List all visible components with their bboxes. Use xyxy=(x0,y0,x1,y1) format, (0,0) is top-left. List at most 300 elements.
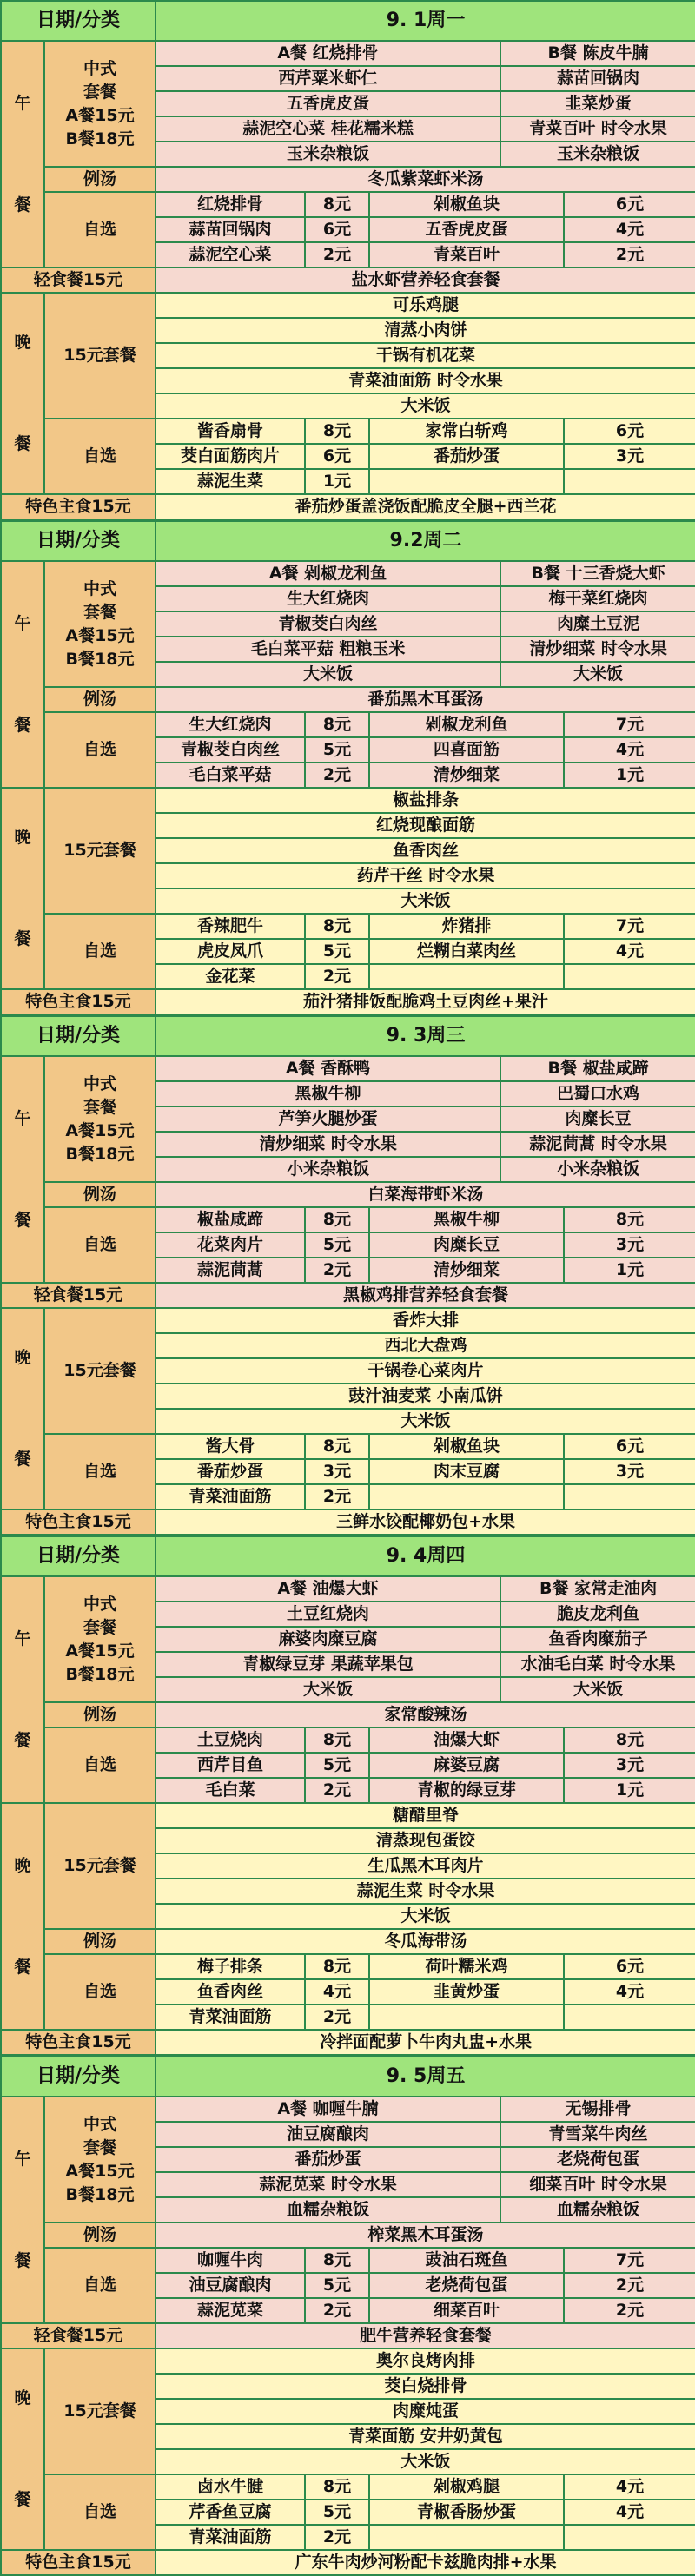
self-dish: 酱香扇骨 xyxy=(156,419,305,444)
set-a-dish: 生大红烧肉 xyxy=(156,586,500,611)
self-price: 8元 xyxy=(305,1954,369,1979)
set-b-dish: 青菜百叶 时令水果 xyxy=(500,116,695,142)
self-price: 4元 xyxy=(564,737,695,763)
self-select-label: 自选 xyxy=(44,1207,156,1283)
lunch-label-char: 午 xyxy=(14,613,31,633)
self-price xyxy=(564,2005,695,2030)
soup-of-day: 番茄黑木耳蛋汤 xyxy=(156,687,695,712)
lunch-label xyxy=(1,2097,44,2323)
day-table xyxy=(0,1536,695,2056)
self-price: 3元 xyxy=(564,1232,695,1258)
self-price: 2元 xyxy=(564,2273,695,2298)
self-dish: 蒜泥茼蒿 xyxy=(156,1258,305,1283)
dinner-set-dish: 可乐鸡腿 xyxy=(156,293,695,318)
self-price: 7元 xyxy=(564,2248,695,2273)
set-label-line: B餐18元 xyxy=(65,1144,135,1164)
set-b-dish: 大米饭 xyxy=(500,662,695,687)
dinner-set-dish: 干锅有机花菜 xyxy=(156,343,695,368)
set-a-dish: A餐 油爆大虾 xyxy=(156,1576,500,1602)
self-dish: 红烧排骨 xyxy=(156,192,305,217)
self-price: 5元 xyxy=(305,737,369,763)
self-price xyxy=(564,2525,695,2550)
set15-label: 15元套餐 xyxy=(44,1803,156,1929)
special-staple-label: 特色主食15元 xyxy=(1,494,156,519)
set-a-dish: 小米杂粮饭 xyxy=(156,1157,500,1182)
dinner-label-char: 餐 xyxy=(14,929,31,948)
light-meal: 黑椒鸡排营养轻食套餐 xyxy=(156,1283,695,1308)
set-b-dish: 老烧荷包蛋 xyxy=(500,2147,695,2172)
special-staple: 冷拌面配萝卜牛肉丸盅+水果 xyxy=(156,2030,695,2055)
set-a-dish: 麻婆肉糜豆腐 xyxy=(156,1627,500,1652)
set-label-line: 套餐 xyxy=(83,2137,117,2157)
self-dish: 老烧荷包蛋 xyxy=(369,2273,564,2298)
self-dish: 细菜百叶 xyxy=(369,2298,564,2323)
set-b-dish: 无锡排骨 xyxy=(500,2097,695,2122)
dinner-set-dish: 椒盐排条 xyxy=(156,788,695,813)
self-dish: 青椒茭白肉丝 xyxy=(156,737,305,763)
self-dish: 花菜肉片 xyxy=(156,1232,305,1258)
set-label-line: A餐15元 xyxy=(65,105,135,125)
self-select-label: 自选 xyxy=(44,2474,156,2550)
self-price: 8元 xyxy=(564,1727,695,1753)
dinner-label-char: 餐 xyxy=(14,1957,31,1977)
light-meal: 肥牛营养轻食套餐 xyxy=(156,2323,695,2348)
set-label-line: 套餐 xyxy=(83,1617,117,1637)
self-price xyxy=(564,1484,695,1509)
set-a-dish: 大米饭 xyxy=(156,662,500,687)
self-dish: 四喜面筋 xyxy=(369,737,564,763)
self-dish: 青椒香肠炒蛋 xyxy=(369,2500,564,2525)
set-label-line: 中式 xyxy=(83,578,117,598)
self-dish xyxy=(369,1484,564,1509)
self-price: 4元 xyxy=(564,1979,695,2005)
self-dish: 番茄炒蛋 xyxy=(156,1459,305,1484)
lunch-label xyxy=(1,1576,44,1803)
dinner-set-dish: 香炸大排 xyxy=(156,1308,695,1333)
self-price: 4元 xyxy=(305,1979,369,2005)
special-staple-label: 特色主食15元 xyxy=(1,989,156,1014)
self-price: 8元 xyxy=(305,419,369,444)
set-a-dish: 五香虎皮蛋 xyxy=(156,91,500,116)
self-price: 3元 xyxy=(564,1459,695,1484)
self-dish: 油爆大虾 xyxy=(369,1727,564,1753)
set-a-dish: A餐 咖喱牛腩 xyxy=(156,2097,500,2122)
set-a-dish: 黑椒牛柳 xyxy=(156,1081,500,1106)
set-a-dish: A餐 红烧排骨 xyxy=(156,41,500,66)
dinner-label-char: 晚 xyxy=(14,2388,31,2408)
dinner-set-dish: 生瓜黑木耳肉片 xyxy=(156,1853,695,1879)
self-dish xyxy=(369,2525,564,2550)
dinner-set-dish: 西北大盘鸡 xyxy=(156,1333,695,1358)
set-b-dish: 梅干菜红烧肉 xyxy=(500,586,695,611)
self-price: 4元 xyxy=(564,2500,695,2525)
self-dish: 炸猪排 xyxy=(369,914,564,939)
dinner-set-dish: 鱼香肉丝 xyxy=(156,838,695,863)
self-price: 1元 xyxy=(564,763,695,788)
self-dish: 蒜泥空心菜 xyxy=(156,242,305,268)
self-price: 2元 xyxy=(305,1258,369,1283)
self-price: 8元 xyxy=(305,1207,369,1232)
self-price: 2元 xyxy=(305,2005,369,2030)
set-b-dish: 脆皮龙利鱼 xyxy=(500,1602,695,1627)
lunch-label-char: 餐 xyxy=(14,715,31,735)
self-price: 8元 xyxy=(305,1727,369,1753)
self-dish: 荷叶糯米鸡 xyxy=(369,1954,564,1979)
self-price: 6元 xyxy=(305,444,369,469)
self-price: 2元 xyxy=(305,964,369,989)
set-label-line: A餐15元 xyxy=(65,1641,135,1661)
self-price: 2元 xyxy=(305,763,369,788)
set-label-line: B餐18元 xyxy=(65,129,135,149)
self-price xyxy=(564,469,695,494)
dinner-label xyxy=(1,2348,44,2550)
set-a-dish: 血糯杂粮饭 xyxy=(156,2197,500,2223)
set-label-line: 中式 xyxy=(83,1594,117,1614)
set-b-dish: 血糯杂粮饭 xyxy=(500,2197,695,2223)
set-b-dish: 清炒细菜 时令水果 xyxy=(500,637,695,662)
self-dish: 黑椒牛柳 xyxy=(369,1207,564,1232)
self-dish: 清炒细菜 xyxy=(369,1258,564,1283)
self-dish: 毛白菜 xyxy=(156,1778,305,1803)
lunch-label-char: 午 xyxy=(14,93,31,113)
self-dish: 韭黄炒蛋 xyxy=(369,1979,564,2005)
self-price: 8元 xyxy=(305,2248,369,2273)
dinner-set-dish: 大米饭 xyxy=(156,2449,695,2474)
set-a-dish: 青椒茭白肉丝 xyxy=(156,611,500,637)
set15-label: 15元套餐 xyxy=(44,2348,156,2474)
chinese-set-label xyxy=(44,41,156,167)
dinner-label-char: 餐 xyxy=(14,2490,31,2509)
self-price: 2元 xyxy=(564,2298,695,2323)
set-b-dish: 鱼香肉糜茄子 xyxy=(500,1627,695,1652)
self-dish: 番茄炒蛋 xyxy=(369,444,564,469)
day-date: 9. 5周五 xyxy=(156,2057,695,2097)
light-meal-label: 轻食餐15元 xyxy=(1,2323,156,2348)
dinner-label-char: 晚 xyxy=(14,828,31,847)
dinner-label-char: 晚 xyxy=(14,1855,31,1875)
self-dish: 鱼香肉丝 xyxy=(156,1979,305,2005)
soup-of-day: 白菜海带虾米汤 xyxy=(156,1182,695,1207)
self-price: 8元 xyxy=(305,1434,369,1459)
set-a-dish: 玉米杂粮饭 xyxy=(156,142,500,167)
self-price: 4元 xyxy=(564,2474,695,2500)
set-b-dish: 小米杂粮饭 xyxy=(500,1157,695,1182)
self-select-label: 自选 xyxy=(44,914,156,989)
dinner-set-dish: 清蒸现包蛋饺 xyxy=(156,1828,695,1853)
self-dish: 椒盐咸蹄 xyxy=(156,1207,305,1232)
set-a-dish: 番茄炒蛋 xyxy=(156,2147,500,2172)
dinner-set-dish: 蒜泥生菜 时令水果 xyxy=(156,1879,695,1904)
self-select-label: 自选 xyxy=(44,1954,156,2030)
self-dish: 金花菜 xyxy=(156,964,305,989)
self-select-label: 自选 xyxy=(44,419,156,494)
set-a-dish: 青椒绿豆芽 果蔬苹果包 xyxy=(156,1652,500,1677)
self-dish: 芹香鱼豆腐 xyxy=(156,2500,305,2525)
self-price: 2元 xyxy=(305,1778,369,1803)
self-price: 2元 xyxy=(564,242,695,268)
special-staple: 广东牛肉炒河粉配卡兹脆肉排+水果 xyxy=(156,2550,695,2575)
dinner-set-dish: 干锅卷心菜肉片 xyxy=(156,1358,695,1384)
day-date: 9. 4周四 xyxy=(156,1536,695,1576)
set-label-line: B餐18元 xyxy=(65,649,135,669)
lunch-label-char: 餐 xyxy=(14,195,31,215)
set-b-dish: 青雪菜牛肉丝 xyxy=(500,2122,695,2147)
dinner-set-dish: 豉汁油麦菜 小南瓜饼 xyxy=(156,1384,695,1409)
self-dish: 油豆腐酿肉 xyxy=(156,2273,305,2298)
self-price: 5元 xyxy=(305,1753,369,1778)
dinner-set-dish: 糖醋里脊 xyxy=(156,1803,695,1828)
self-dish: 蒜泥苋菜 xyxy=(156,2298,305,2323)
set-b-dish: B餐 陈皮牛腩 xyxy=(500,41,695,66)
dinner-set-dish: 大米饭 xyxy=(156,1904,695,1929)
self-dish: 咖喱牛肉 xyxy=(156,2248,305,2273)
chinese-set-label xyxy=(44,561,156,687)
self-dish: 清炒细菜 xyxy=(369,763,564,788)
soup-label: 例汤 xyxy=(44,2223,156,2248)
soup-of-day: 冬瓜紫菜虾米汤 xyxy=(156,167,695,192)
special-staple: 三鲜水饺配椰奶包+水果 xyxy=(156,1509,695,1535)
set15-label: 15元套餐 xyxy=(44,293,156,419)
self-select-label: 自选 xyxy=(44,1434,156,1509)
soup-label: 例汤 xyxy=(44,1702,156,1727)
self-price: 7元 xyxy=(564,712,695,737)
dinner-label-char: 餐 xyxy=(14,434,31,453)
dinner-label-char: 晚 xyxy=(14,333,31,352)
self-price: 4元 xyxy=(564,939,695,964)
self-dish: 剁椒龙利鱼 xyxy=(369,712,564,737)
special-staple-label: 特色主食15元 xyxy=(1,1509,156,1535)
self-dish: 香辣肥牛 xyxy=(156,914,305,939)
self-select-label: 自选 xyxy=(44,192,156,268)
self-price: 1元 xyxy=(564,1258,695,1283)
set-b-dish: B餐 十三香烧大虾 xyxy=(500,561,695,586)
self-dish: 豉油石斑鱼 xyxy=(369,2248,564,2273)
set-label-line: B餐18元 xyxy=(65,1664,135,1684)
self-dish xyxy=(369,2005,564,2030)
soup-label: 例汤 xyxy=(44,167,156,192)
dinner-set-dish: 大米饭 xyxy=(156,888,695,914)
set-a-dish: 毛白菜平菇 粗粮玉米 xyxy=(156,637,500,662)
self-dish: 生大红烧肉 xyxy=(156,712,305,737)
lunch-label-char: 餐 xyxy=(14,1730,31,1750)
dinner-set-dish: 清蒸小肉饼 xyxy=(156,318,695,343)
set-a-dish: 西芹粟米虾仁 xyxy=(156,66,500,91)
self-dish: 五香虎皮蛋 xyxy=(369,217,564,242)
lunch-label xyxy=(1,1056,44,1283)
set15-label: 15元套餐 xyxy=(44,788,156,914)
self-price: 8元 xyxy=(305,712,369,737)
self-price: 8元 xyxy=(305,192,369,217)
set-b-dish: 肉糜长豆 xyxy=(500,1106,695,1132)
self-price: 1元 xyxy=(564,1778,695,1803)
self-dish: 蒜苗回锅肉 xyxy=(156,217,305,242)
set-label-line: 中式 xyxy=(83,2114,117,2134)
self-price: 1元 xyxy=(305,469,369,494)
set-a-dish: 芦笋火腿炒蛋 xyxy=(156,1106,500,1132)
self-price: 6元 xyxy=(564,192,695,217)
day-table xyxy=(0,520,695,1015)
self-dish: 毛白菜平菇 xyxy=(156,763,305,788)
day-table xyxy=(0,1015,695,1536)
chinese-set-label xyxy=(44,1576,156,1702)
dinner-set-dish: 茭白烧排骨 xyxy=(156,2374,695,2399)
self-dish: 青菜百叶 xyxy=(369,242,564,268)
light-meal-label: 轻食餐15元 xyxy=(1,268,156,293)
self-select-label: 自选 xyxy=(44,712,156,788)
self-select-label: 自选 xyxy=(44,1727,156,1803)
self-price xyxy=(564,964,695,989)
dinner-set-dish: 青菜面筋 安井奶黄包 xyxy=(156,2424,695,2449)
self-price: 7元 xyxy=(564,914,695,939)
set-b-dish: 细菜百叶 时令水果 xyxy=(500,2172,695,2197)
self-price: 5元 xyxy=(305,2500,369,2525)
self-price: 3元 xyxy=(564,444,695,469)
self-dish: 剁椒鱼块 xyxy=(369,192,564,217)
self-price: 6元 xyxy=(305,217,369,242)
set-a-dish: 土豆红烧肉 xyxy=(156,1602,500,1627)
self-dish: 青菜油面筋 xyxy=(156,2525,305,2550)
dinner-set-dish: 奥尔良烤肉排 xyxy=(156,2348,695,2374)
self-price: 8元 xyxy=(564,1207,695,1232)
special-staple-label: 特色主食15元 xyxy=(1,2550,156,2575)
self-price: 8元 xyxy=(305,2474,369,2500)
set-label-line: B餐18元 xyxy=(65,2184,135,2204)
set-a-dish: 大米饭 xyxy=(156,1677,500,1702)
dinner-set-dish: 大米饭 xyxy=(156,393,695,419)
self-price: 2元 xyxy=(305,242,369,268)
set-label-line: 套餐 xyxy=(83,1097,117,1117)
dinner-set-dish: 药芹干丝 时令水果 xyxy=(156,863,695,888)
self-price: 2元 xyxy=(305,1484,369,1509)
set15-label: 15元套餐 xyxy=(44,1308,156,1434)
self-dish: 家常白斩鸡 xyxy=(369,419,564,444)
self-dish xyxy=(369,469,564,494)
self-dish: 卤水牛腱 xyxy=(156,2474,305,2500)
dinner-label xyxy=(1,788,44,989)
dinner-label-char: 晚 xyxy=(14,1348,31,1367)
dinner-set-dish: 青菜油面筋 时令水果 xyxy=(156,368,695,393)
self-price: 3元 xyxy=(564,1753,695,1778)
day-table xyxy=(0,2056,695,2576)
self-price: 3元 xyxy=(305,1459,369,1484)
dinner-label-char: 餐 xyxy=(14,1450,31,1469)
self-dish: 西芹目鱼 xyxy=(156,1753,305,1778)
lunch-label-char: 餐 xyxy=(14,2250,31,2270)
date-category-header: 日期/分类 xyxy=(1,1016,156,1056)
light-meal: 盐水虾营养轻食套餐 xyxy=(156,268,695,293)
self-price: 8元 xyxy=(305,914,369,939)
set-label-line: 中式 xyxy=(83,1073,117,1093)
chinese-set-label xyxy=(44,1056,156,1182)
self-dish: 蒜泥生菜 xyxy=(156,469,305,494)
self-dish: 肉糜长豆 xyxy=(369,1232,564,1258)
date-category-header: 日期/分类 xyxy=(1,521,156,561)
lunch-label xyxy=(1,41,44,268)
set-a-dish: 蒜泥空心菜 桂花糯米糕 xyxy=(156,116,500,142)
self-dish: 肉末豆腐 xyxy=(369,1459,564,1484)
dinner-set-dish: 红烧现酿面筋 xyxy=(156,813,695,838)
set-b-dish: 蒜苗回锅肉 xyxy=(500,66,695,91)
chinese-set-label xyxy=(44,2097,156,2223)
soup-of-day: 榨菜黑木耳蛋汤 xyxy=(156,2223,695,2248)
soup-label: 例汤 xyxy=(44,687,156,712)
day-date: 9. 1周一 xyxy=(156,1,695,41)
self-dish: 虎皮凤爪 xyxy=(156,939,305,964)
set-b-dish: 大米饭 xyxy=(500,1677,695,1702)
self-dish: 青菜油面筋 xyxy=(156,1484,305,1509)
day-date: 9. 3周三 xyxy=(156,1016,695,1056)
self-dish: 茭白面筋肉片 xyxy=(156,444,305,469)
self-dish: 烂糊白菜肉丝 xyxy=(369,939,564,964)
date-category-header: 日期/分类 xyxy=(1,1536,156,1576)
self-price: 4元 xyxy=(564,217,695,242)
lunch-label-char: 餐 xyxy=(14,1210,31,1230)
set-a-dish: A餐 香酥鸭 xyxy=(156,1056,500,1081)
self-select-label: 自选 xyxy=(44,2248,156,2323)
self-price: 2元 xyxy=(305,2525,369,2550)
special-staple: 番茄炒蛋盖浇饭配脆皮全腿+西兰花 xyxy=(156,494,695,519)
self-dish: 青椒的绿豆芽 xyxy=(369,1778,564,1803)
lunch-label-char: 午 xyxy=(14,1108,31,1128)
set-label-line: 套餐 xyxy=(83,82,117,102)
set-label-line: 中式 xyxy=(83,58,117,78)
set-a-dish: A餐 剁椒龙利鱼 xyxy=(156,561,500,586)
set-b-dish: 蒜泥茼蒿 时令水果 xyxy=(500,1132,695,1157)
dinner-soup: 冬瓜海带汤 xyxy=(156,1929,695,1954)
self-dish xyxy=(369,964,564,989)
dinner-label xyxy=(1,1308,44,1509)
set-label-line: A餐15元 xyxy=(65,1120,135,1140)
day-table xyxy=(0,0,695,520)
self-dish: 青菜油面筋 xyxy=(156,2005,305,2030)
date-category-header: 日期/分类 xyxy=(1,1,156,41)
self-dish: 剁椒鸡腿 xyxy=(369,2474,564,2500)
set-a-dish: 油豆腐酿肉 xyxy=(156,2122,500,2147)
set-b-dish: 玉米杂粮饭 xyxy=(500,142,695,167)
light-meal-label: 轻食餐15元 xyxy=(1,1283,156,1308)
set-label-line: 套餐 xyxy=(83,602,117,622)
self-price: 6元 xyxy=(564,419,695,444)
self-price: 2元 xyxy=(305,2298,369,2323)
day-date: 9.2周二 xyxy=(156,521,695,561)
self-price: 5元 xyxy=(305,939,369,964)
self-price: 6元 xyxy=(564,1954,695,1979)
special-staple: 茄汁猪排饭配脆鸡土豆肉丝+果汁 xyxy=(156,989,695,1014)
set-b-dish: 巴蜀口水鸡 xyxy=(500,1081,695,1106)
self-dish: 土豆烧肉 xyxy=(156,1727,305,1753)
set-a-dish: 蒜泥苋菜 时令水果 xyxy=(156,2172,500,2197)
set-b-dish: 韭菜炒蛋 xyxy=(500,91,695,116)
dinner-set-dish: 大米饭 xyxy=(156,1409,695,1434)
self-price: 5元 xyxy=(305,1232,369,1258)
set-a-dish: 清炒细菜 时令水果 xyxy=(156,1132,500,1157)
self-price: 6元 xyxy=(564,1434,695,1459)
set-b-dish: B餐 家常走油肉 xyxy=(500,1576,695,1602)
self-dish: 酱大骨 xyxy=(156,1434,305,1459)
set-label-line: A餐15元 xyxy=(65,2161,135,2181)
soup-label: 例汤 xyxy=(44,1182,156,1207)
lunch-label-char: 午 xyxy=(14,1628,31,1648)
set-b-dish: 水油毛白菜 时令水果 xyxy=(500,1652,695,1677)
special-staple-label: 特色主食15元 xyxy=(1,2030,156,2055)
date-category-header: 日期/分类 xyxy=(1,2057,156,2097)
dinner-set-dish: 肉糜炖蛋 xyxy=(156,2399,695,2424)
self-dish: 剁椒鱼块 xyxy=(369,1434,564,1459)
dinner-label xyxy=(1,1803,44,2030)
lunch-label xyxy=(1,561,44,788)
dinner-label xyxy=(1,293,44,494)
set-b-dish: B餐 椒盐咸蹄 xyxy=(500,1056,695,1081)
